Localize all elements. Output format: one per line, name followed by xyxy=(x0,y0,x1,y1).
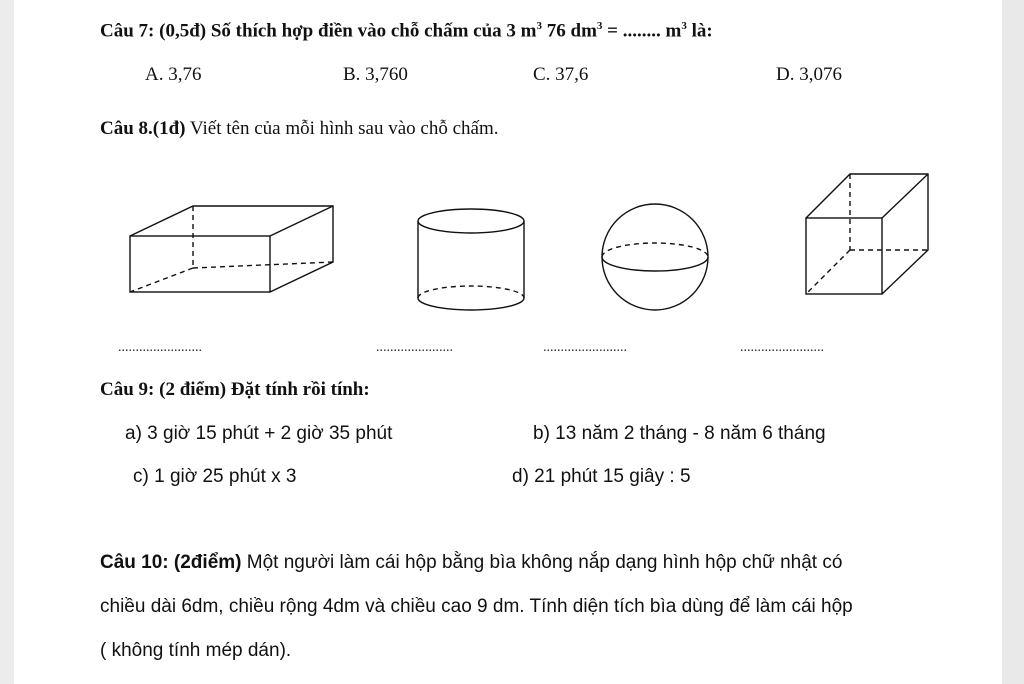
q7-option-d: D. 3,076 xyxy=(776,64,842,85)
q9-item-d: d) 21 phút 15 giây : 5 xyxy=(512,466,691,487)
q9-item-a: a) 3 giờ 15 phút + 2 giờ 35 phút xyxy=(125,423,393,444)
q10-line1: Một người làm cái hộp bằng bìa không nắp dạng hình hộp chữ nhật có xyxy=(241,552,843,573)
q7-label: Câu 7: xyxy=(100,20,155,42)
cylinder-shape xyxy=(418,209,524,310)
q10-line3: ( không tính mép dán). xyxy=(100,640,292,661)
blank-3[interactable]: ........................ xyxy=(543,340,627,355)
q8-text: Viết tên của mỗi hình sau vào chỗ chấm. xyxy=(185,118,499,139)
q7-exp1: 3 xyxy=(536,20,543,32)
q7-text: Số thích hợp điền vào chỗ chấm của 3 m xyxy=(210,20,537,42)
rectangular-prism-shape xyxy=(130,206,333,292)
cube-shape xyxy=(806,174,928,294)
question-10-line-1 xyxy=(100,552,842,574)
blank-1[interactable]: ........................ xyxy=(118,340,202,355)
q7-exp3: 3 xyxy=(681,20,687,32)
q8-label: Câu 8.(1đ) xyxy=(100,118,186,139)
q10-label: Câu 10: (2điểm) xyxy=(100,552,242,573)
q7-mid: 76 dm xyxy=(542,20,597,42)
q7-exp2: 3 xyxy=(596,20,603,32)
q7-tail: là: xyxy=(686,20,713,42)
q9-item-c: c) 1 giờ 25 phút x 3 xyxy=(133,466,297,487)
sphere-shape xyxy=(602,204,708,310)
q7-option-a: A. 3,76 xyxy=(145,64,202,85)
blank-4[interactable]: ........................ xyxy=(740,340,824,355)
blank-2[interactable]: ...................... xyxy=(376,340,453,355)
q7-option-c: C. 37,6 xyxy=(533,64,589,85)
q9-item-b: b) 13 năm 2 tháng - 8 năm 6 tháng xyxy=(533,423,826,444)
q10-line2: chiều dài 6dm, chiều rộng 4dm và chiều cao 9 dm. Tính diện tích bìa dùng để làm cái hộp xyxy=(100,596,853,617)
q7-eq: = ........ m xyxy=(602,20,682,42)
q7-points: (0,5đ) xyxy=(159,20,207,42)
question-9 xyxy=(100,379,370,401)
q9-label: Câu 9: (2 điểm) Đặt tính rồi tính: xyxy=(100,379,370,400)
q7-option-b: B. 3,760 xyxy=(343,64,408,85)
